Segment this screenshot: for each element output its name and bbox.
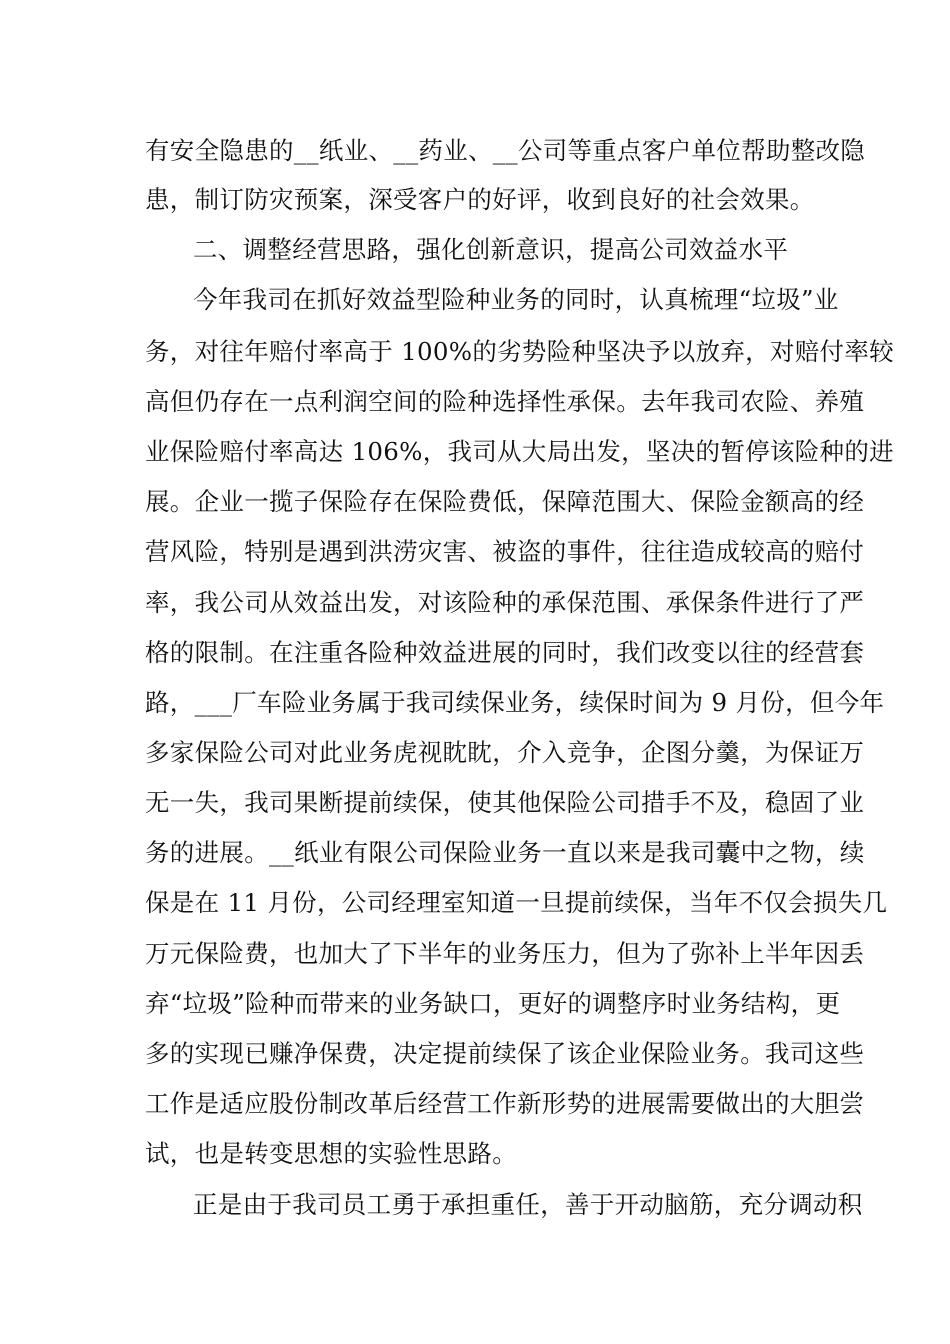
text-line: 多家保险公司对此业务虎视眈眈，介入竞争，企图分羹，为保证万 (145, 738, 865, 767)
text-line: 弃“垃圾”险种而带来的业务缺口，更好的调整序时业务结构，更 (145, 989, 841, 1018)
text-line: 试，也是转变思想的实验性思路。 (145, 1139, 517, 1168)
text-line: 正是由于我司员工勇于承担重任，善于开动脑筋，充分调动积 (193, 1190, 863, 1219)
text-line: 无一失，我司果断提前续保，使其他保险公司措手不及，稳固了业 (145, 788, 865, 817)
text-line: 格的限制。在注重各险种效益进展的同时，我们改变以往的经营套 (145, 638, 865, 667)
text-line: 展。企业一揽子保险存在保险费低，保障范围大、保险金额高的经 (145, 487, 865, 516)
text-line: 营风险，特别是遇到洪涝灾害、被盗的事件，往往造成较高的赔付 (145, 537, 865, 566)
section-heading: 二、调整经营思路，强化创新意识，提高公司效益水平 (193, 235, 789, 264)
text-line: 保是在 11 月份，公司经理室知道一旦提前续保，当年不仅会损失几 (145, 888, 888, 917)
text-line: 路，___厂车险业务属于我司续保业务，续保时间为 9 月份，但今年 (145, 688, 885, 717)
text-line: 患，制订防灾预案，深受客户的好评，收到良好的社会效果。 (145, 185, 815, 214)
text-line: 有安全隐患的__纸业、__药业、__公司等重点客户单位帮助整改隐 (145, 136, 866, 165)
text-line: 务的进展。__纸业有限公司保险业务一直以来是我司囊中之物，续 (145, 838, 865, 867)
text-line: 高但仍存在一点利润空间的险种选择性承保。去年我司农险、养殖 (145, 387, 865, 416)
text-line: 多的实现已赚净保费，决定提前续保了该企业保险业务。我司这些 (145, 1039, 865, 1068)
text-line: 业保险赔付率高达 106%，我司从大局出发，坚决的暂停该险种的进 (145, 437, 894, 466)
text-line: 工作是适应股份制改革后经营工作新形势的进展需要做出的大胆尝 (145, 1089, 865, 1118)
text-line: 今年我司在抓好效益型险种业务的同时，认真梳理“垃圾”业 (193, 285, 839, 314)
text-line: 率，我公司从效益出发，对该险种的承保范围、承保条件进行了严 (145, 588, 865, 617)
text-line: 万元保险费，也加大了下半年的业务压力，但为了弥补上半年因丢 (145, 939, 865, 968)
text-line: 务，对往年赔付率高于 100%的劣势险种坚决予以放弃，对赔付率较 (145, 337, 894, 366)
